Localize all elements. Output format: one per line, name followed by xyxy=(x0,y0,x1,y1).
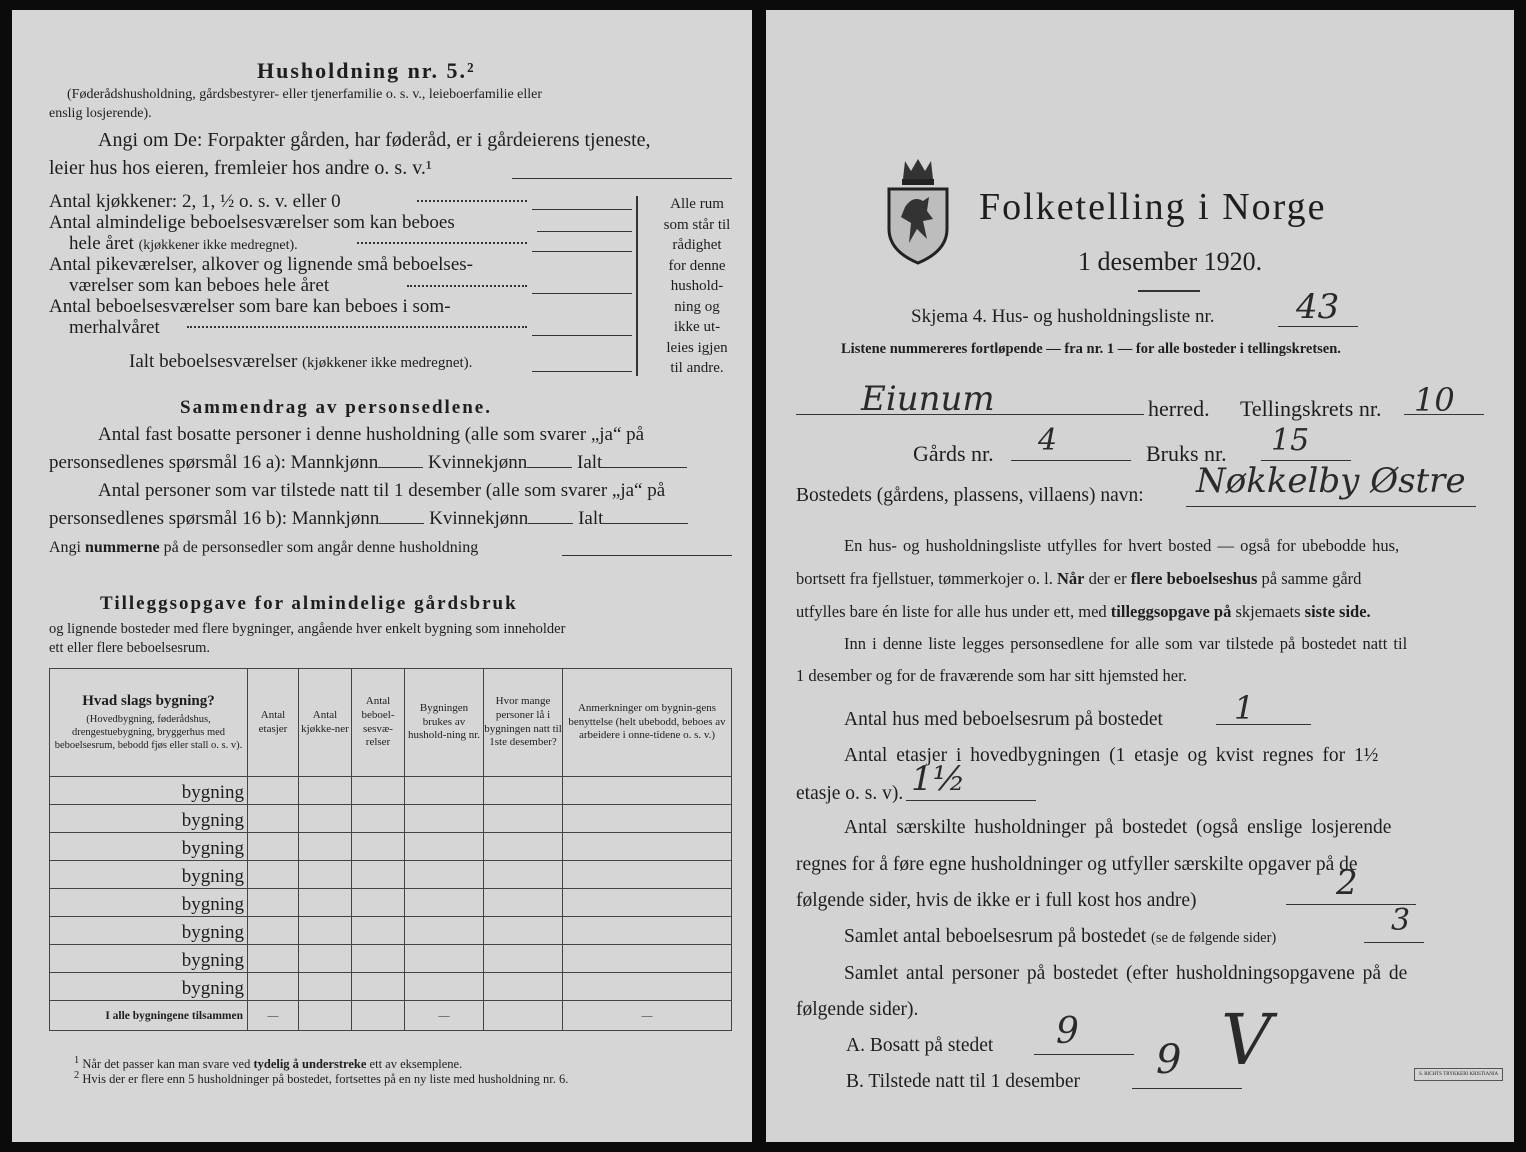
answer-line xyxy=(1186,506,1476,507)
leader-dots xyxy=(187,326,527,328)
answer-line xyxy=(1404,414,1484,415)
rooms-value: 3 xyxy=(1391,903,1411,938)
schema-label: Skjema 4. Hus- og husholdningsliste nr. xyxy=(911,306,1215,327)
summer-rooms-label-2: merhalvåret xyxy=(69,317,160,338)
answer-line xyxy=(532,371,632,372)
extra-sub-2: ett eller flere beboelsesrum. xyxy=(49,640,211,656)
maid-rooms-label-1: Antal pikeværelser, alkover og lignende små beboelses- xyxy=(49,254,473,275)
household-subtitle-1: (Føderådshusholdning, gårdsbestyrer- eller tjenerfamilie o. s. v., leieboerfamilie eller xyxy=(67,87,543,102)
present-label: B. Tilstede natt til 1 desember xyxy=(846,1071,1080,1092)
ordinary-rooms-label-2: hele året (kjøkkener ikke medregnet). xyxy=(69,233,298,254)
side-note: Alle rum som står til rådighet for denne hushold- ning og ikke ut- leies igjen til andre. xyxy=(663,196,731,376)
instruction-1: En hus- og husholdningsliste utfylles for hvert bosted — også for ubebodde hus, xyxy=(844,536,1400,555)
bracket xyxy=(632,196,638,376)
answer-line xyxy=(537,231,632,232)
table-row: bygning xyxy=(50,889,732,917)
floors-value: 1½ xyxy=(911,759,966,799)
col-kitchens: Antal kjøkke-ner xyxy=(299,669,352,777)
bosted-label: Bostedets (gårdens, plassens, villaens) navn: xyxy=(796,485,1144,506)
left-page xyxy=(12,10,752,1142)
resident-line-1: Antal fast bosatte personer i denne husholdning (alle som svarer „ja“ på xyxy=(98,424,645,445)
table-row: bygning xyxy=(50,777,732,805)
answer-line xyxy=(1132,1088,1242,1089)
table-row: bygning xyxy=(50,917,732,945)
table-row: bygning xyxy=(50,945,732,973)
household-title: Husholdning nr. 5.² xyxy=(257,58,476,83)
building-table xyxy=(49,668,732,1031)
col-rooms: Antal beboel-sesvæ-relser xyxy=(352,669,405,777)
rooms-question: Samlet antal beboelsesrum på bostedet (se de følgende sider) xyxy=(844,926,1277,947)
summary-heading: Sammendrag av personsedlene. xyxy=(180,397,492,418)
answer-line xyxy=(532,209,632,210)
instruction-3: utfylles bare én liste for alle hus under ett, med tilleggsopgave på skjemaets siste side. xyxy=(796,602,1371,621)
households-question-1: Antal særskilte husholdninger på bostedet (også enslige losjerende xyxy=(844,817,1392,838)
schema-value: 43 xyxy=(1296,287,1340,327)
ordinary-rooms-label-1: Antal almindelige beboelsesværelser som kan beboes xyxy=(49,212,455,233)
resident-line-2: personsedlenes spørsmål 16 a): Mannkjønn Kvinnekjønn Ialt xyxy=(49,453,687,472)
numbering-note: Listene nummereres fortløpende — fra nr. 1 — for alle bosteder i tellingskretsen. xyxy=(841,341,1341,357)
footnote-2: $^2$ Hvis der er flere enn 5 husholdninger på bostedet, fortsettes på en ny liste med husholdning nr. 6. xyxy=(74,1070,569,1087)
households-question-2: regnes for å føre egne husholdninger og utfyller særskilte opgaver på de xyxy=(796,854,1358,875)
bruks-label: Bruks nr. xyxy=(1146,441,1227,466)
total-rooms-label: Ialt beboelsesværelser (kjøkkener ikke medregnet). xyxy=(129,351,473,372)
maid-rooms-label-2: værelser som kan beboes hele året xyxy=(69,275,330,296)
resident-value: 9 xyxy=(1056,1011,1079,1052)
krets-value: 10 xyxy=(1414,381,1455,419)
summer-rooms-label-1: Antal beboelsesværelser som bare kan beboes i som- xyxy=(49,296,451,317)
present-value: 9 xyxy=(1156,1037,1182,1083)
footnote-1: $^1$ Når det passer kan man svare ved tydelig å understreke ett av eksemplene. xyxy=(74,1055,463,1072)
answer-line xyxy=(1011,460,1131,461)
instruction-2: bortsett fra fjellstuer, tømmerkojer o. l. Når der er flere beboelseshus på samme gård xyxy=(796,569,1362,588)
instruction-4: Inn i denne liste legges personsedlene for alle som var tilstede på bostedet natt til xyxy=(844,634,1408,653)
check-mark: V xyxy=(1221,999,1272,1081)
floors-question-2: etasje o. s. v). xyxy=(796,783,904,804)
col-persons: Hvor mange personer lå i bygningen natt til 1ste desember? xyxy=(484,669,563,777)
title-rule xyxy=(1138,290,1200,292)
resident-label: A. Bosatt på stedet xyxy=(846,1035,994,1056)
col-building-type: Hvad slags bygning? (Hovedbygning, føderådshus, drengestuebygning, bryggerhus med beboelsesrum, bebodd fjøs eller stall o. s. v). xyxy=(50,669,248,777)
herred-label: herred. xyxy=(1148,396,1210,421)
census-title: Folketelling i Norge xyxy=(979,186,1327,228)
herred-value: Eiunum xyxy=(861,379,995,419)
households-value: 2 xyxy=(1336,863,1358,903)
houses-question: Antal hus med beboelsesrum på bostedet xyxy=(844,709,1163,730)
answer-line xyxy=(906,800,1036,801)
answer-line xyxy=(512,178,732,179)
right-page xyxy=(766,10,1514,1142)
census-date: 1 desember 1920. xyxy=(1078,247,1263,276)
col-household: Bygningen brukes av hushold-ning nr. xyxy=(405,669,484,777)
krets-label: Tellingskrets nr. xyxy=(1240,396,1382,421)
ask-line-1: Angi om De: Forpakter gården, har føderåd, er i gårdeierens tjeneste, xyxy=(98,129,651,151)
extra-heading: Tilleggsopgave for almindelige gårdsbruk xyxy=(100,593,518,614)
gards-value: 4 xyxy=(1038,423,1058,458)
table-row: bygning xyxy=(50,861,732,889)
answer-line xyxy=(1034,1054,1134,1055)
persons-question-2: følgende sider). xyxy=(796,999,919,1020)
leader-dots xyxy=(417,200,527,202)
persons-question-1: Samlet antal personer på bostedet (efter husholdningsopgavene på de xyxy=(844,963,1408,984)
answer-line xyxy=(796,414,1144,415)
answer-line xyxy=(532,293,632,294)
present-line-1: Antal personer som var tilstede natt til 1 desember (alle som svarer „ja“ på xyxy=(98,480,666,501)
kitchens-label: Antal kjøkkener: 2, 1, ½ o. s. v. eller 0 xyxy=(49,191,341,212)
household-subtitle-2: enslig losjerende). xyxy=(49,106,152,121)
households-question-3: følgende sider, hvis de ikke er i full kost hos andre) xyxy=(796,890,1197,911)
leader-dots xyxy=(357,242,527,244)
col-remarks: Anmerkninger om bygnin-gens benyttelse (helt ubebodd, beboes av arbeidere i onne-tidene o. s. v.) xyxy=(563,669,732,777)
extra-sub-1: og lignende bosteder med flere bygninger, angående hver enkelt bygning som inneholder xyxy=(49,621,566,637)
answer-line xyxy=(1364,942,1424,943)
col-floors: Antal etasjer xyxy=(248,669,299,777)
table-row: bygning xyxy=(50,833,732,861)
answer-line xyxy=(1216,724,1311,725)
answer-line xyxy=(532,251,632,252)
floors-question-1: Antal etasjer i hovedbygningen (1 etasje og kvist regnes for 1½ xyxy=(844,745,1379,766)
printer-stamp: S. RICHTS TRYKKERI KRISTIANIA xyxy=(1414,1068,1503,1081)
instruction-5: 1 desember og for de fraværende som har sitt hjemsted her. xyxy=(796,666,1187,685)
answer-line xyxy=(532,335,632,336)
table-row: bygning xyxy=(50,973,732,1001)
gards-label: Gårds nr. xyxy=(913,441,994,466)
total-row: I alle bygningene tilsammen — — — xyxy=(50,1001,732,1031)
ask-line-2: leier hus hos eieren, fremleier hos andre o. s. v.¹ xyxy=(49,157,432,179)
numbers-line: Angi nummerne på de personsedler som angår denne husholdning xyxy=(49,539,479,556)
houses-value: 1 xyxy=(1234,689,1255,727)
answer-line xyxy=(562,555,732,556)
leader-dots xyxy=(407,285,527,287)
present-line-2: personsedlenes spørsmål 16 b): Mannkjønn Kvinnekjønn Ialt xyxy=(49,509,688,528)
coat-of-arms-icon xyxy=(883,155,953,267)
bruks-value: 15 xyxy=(1271,423,1310,458)
table-row: bygning xyxy=(50,805,732,833)
answer-line xyxy=(1278,326,1358,327)
bosted-value: Nøkkelby Østre xyxy=(1196,461,1466,501)
